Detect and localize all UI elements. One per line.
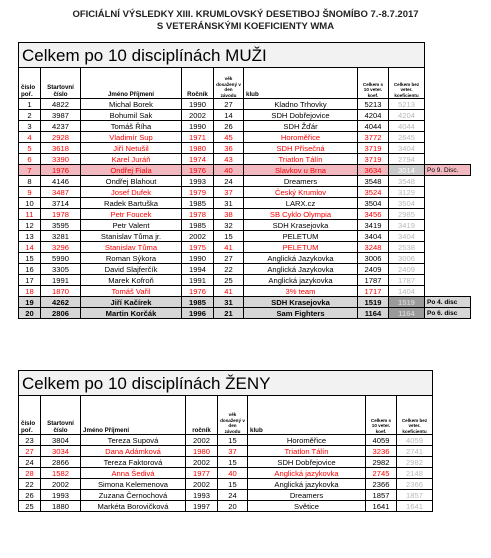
total-with-coef-cell: 3456: [358, 209, 389, 220]
total-with-coef-cell: 3548: [358, 176, 389, 187]
name-cell: Martin Korčák: [81, 308, 182, 319]
row-note-empty: [425, 99, 471, 110]
total-with-coef-cell: 3248: [358, 242, 389, 253]
total-without-coef-cell: 1404: [389, 286, 425, 297]
total-with-coef-cell: 1164: [358, 308, 389, 319]
men-result-row: [19, 176, 471, 187]
rank-cell: 7: [19, 165, 41, 176]
row-note-empty: [425, 264, 471, 275]
total-with-coef-cell: 3719: [358, 143, 389, 154]
club-cell: Triatlon Tálín: [248, 446, 366, 457]
rank-cell: 20: [19, 308, 41, 319]
year-cell: 1997: [186, 501, 218, 512]
year-cell: 1990: [182, 253, 214, 264]
women-header-cell: číslo poř.: [19, 396, 41, 435]
row-note-empty: [425, 275, 471, 286]
women-header-cell: Celkem s 10 veter. koef.: [366, 396, 397, 435]
name-cell: Jiří Netušil: [81, 143, 182, 154]
row-note-empty: [425, 187, 471, 198]
row-note-empty: [425, 132, 471, 143]
name-cell: Stanislav Tůma jr.: [81, 231, 182, 242]
start-number-cell: 2806: [41, 308, 81, 319]
row-note: Po 4. disc: [425, 297, 471, 308]
rank-cell: 2: [19, 110, 41, 121]
rank-cell: 8: [19, 176, 41, 187]
club-cell: SDH Žďár: [244, 121, 358, 132]
age-cell: 31: [214, 297, 244, 308]
rank-cell: 16: [19, 264, 41, 275]
start-number-cell: 3296: [41, 242, 81, 253]
men-result-row: [19, 132, 471, 143]
age-cell: 40: [214, 165, 244, 176]
age-cell: 27: [214, 99, 244, 110]
start-number-cell: 2928: [41, 132, 81, 143]
women-results-table: [18, 370, 433, 512]
start-number-cell: 1870: [41, 286, 81, 297]
total-without-coef-cell: 2148: [397, 468, 433, 479]
total-without-coef-cell: 2645: [389, 132, 425, 143]
rank-cell: 27: [19, 446, 41, 457]
year-cell: 1985: [182, 198, 214, 209]
total-with-coef-cell: 4059: [366, 435, 397, 446]
age-cell: 43: [214, 154, 244, 165]
name-cell: Petr Valent: [81, 220, 182, 231]
year-cell: 2002: [182, 110, 214, 121]
age-cell: 26: [214, 121, 244, 132]
rank-cell: 25: [19, 501, 41, 512]
name-cell: Vladimír Sup: [81, 132, 182, 143]
men-result-row: [19, 253, 471, 264]
men-result-row: [19, 264, 471, 275]
row-note-empty: [425, 154, 471, 165]
age-cell: 38: [214, 209, 244, 220]
age-cell: 41: [214, 242, 244, 253]
year-cell: 1976: [182, 165, 214, 176]
total-with-coef-cell: 3419: [358, 220, 389, 231]
total-without-coef-cell: 2982: [397, 457, 433, 468]
start-number-cell: 4237: [41, 121, 81, 132]
club-cell: SDH Přísečná: [244, 143, 358, 154]
total-without-coef-cell: 2409: [389, 264, 425, 275]
total-without-coef-cell: 4059: [397, 435, 433, 446]
rank-cell: 13: [19, 231, 41, 242]
start-number-cell: 1880: [41, 501, 81, 512]
women-result-row: [19, 501, 433, 512]
rank-cell: 26: [19, 490, 41, 501]
name-cell: Roman Sýkora: [81, 253, 182, 264]
name-cell: Karel Juráň: [81, 154, 182, 165]
total-without-coef-cell: 3404: [389, 143, 425, 154]
rank-cell: 4: [19, 132, 41, 143]
rank-cell: 11: [19, 209, 41, 220]
name-cell: Bohumil Sak: [81, 110, 182, 121]
club-cell: SDH Dobřejovice: [248, 457, 366, 468]
men-header-cell: Ročník: [182, 68, 214, 99]
men-result-row: [19, 198, 471, 209]
row-note-empty: [425, 110, 471, 121]
year-cell: 2002: [186, 457, 218, 468]
year-cell: 1993: [182, 176, 214, 187]
total-without-coef-cell: 3504: [389, 198, 425, 209]
rank-cell: 9: [19, 187, 41, 198]
men-result-row: [19, 154, 471, 165]
year-cell: 2002: [186, 435, 218, 446]
name-cell: Radek Bartuška: [81, 198, 182, 209]
start-number-cell: 4262: [41, 297, 81, 308]
start-number-cell: 3987: [41, 110, 81, 121]
name-cell: Ondřej Blahout: [81, 176, 182, 187]
year-cell: 1976: [182, 286, 214, 297]
total-without-coef-cell: 2794: [389, 154, 425, 165]
rank-cell: 24: [19, 457, 41, 468]
club-cell: Anglická jazykovka: [248, 468, 366, 479]
club-cell: Kladno Trhovky: [244, 99, 358, 110]
total-without-coef-cell: 5213: [389, 99, 425, 110]
name-cell: Ondřej Fiala: [81, 165, 182, 176]
row-note-empty: [425, 209, 471, 220]
start-number-cell: 3034: [41, 446, 81, 457]
total-without-coef-cell: 4044: [389, 121, 425, 132]
men-result-row: [19, 231, 471, 242]
age-cell: 27: [214, 253, 244, 264]
year-cell: 1990: [182, 99, 214, 110]
total-with-coef-cell: 1857: [366, 490, 397, 501]
club-cell: Slavkov u Brna: [244, 165, 358, 176]
total-with-coef-cell: 1519: [358, 297, 389, 308]
women-header-cell: Startovní číslo: [41, 396, 81, 435]
name-cell: Stanislav Tůma: [81, 242, 182, 253]
start-number-cell: 2002: [41, 479, 81, 490]
total-without-coef-cell: 3404: [389, 231, 425, 242]
men-result-row: [19, 165, 471, 176]
year-cell: 1975: [182, 242, 214, 253]
name-cell: Tereza Supová: [81, 435, 186, 446]
name-cell: Tomáš Říha: [81, 121, 182, 132]
men-header-cell: Celkem bez veter. koeficientu: [389, 68, 425, 99]
club-cell: Český Krumlov: [244, 187, 358, 198]
rank-cell: 28: [19, 468, 41, 479]
row-note: Po 9. Disc.: [425, 165, 471, 176]
age-cell: 21: [214, 308, 244, 319]
rank-cell: 5: [19, 143, 41, 154]
age-cell: 20: [218, 501, 248, 512]
total-without-coef-cell: 4204: [389, 110, 425, 121]
age-cell: 24: [218, 490, 248, 501]
total-with-coef-cell: 4204: [358, 110, 389, 121]
row-note-empty: [425, 286, 471, 297]
women-result-row: [19, 490, 433, 501]
men-header-cell: klub: [244, 68, 358, 99]
men-result-row: [19, 143, 471, 154]
men-header-cell: věk dosažený v den závodu: [214, 68, 244, 99]
total-without-coef-cell: 3548: [389, 176, 425, 187]
men-heading: Celkem po 10 disciplínách MUŽI: [19, 43, 425, 68]
name-cell: Marek Kofroň: [81, 275, 182, 286]
year-cell: 1985: [182, 297, 214, 308]
total-with-coef-cell: 3404: [358, 231, 389, 242]
men-result-row: [19, 242, 471, 253]
total-with-coef-cell: 4044: [358, 121, 389, 132]
total-with-coef-cell: 2982: [366, 457, 397, 468]
women-header-cell: ročník: [186, 396, 218, 435]
club-cell: Světice: [248, 501, 366, 512]
women-heading: Celkem po 10 disciplínách ŽENY: [19, 371, 433, 396]
total-with-coef-cell: 3504: [358, 198, 389, 209]
year-cell: 1991: [182, 275, 214, 286]
start-number-cell: 3390: [41, 154, 81, 165]
total-with-coef-cell: 1717: [358, 286, 389, 297]
results-title: OFICIÁLNÍ VÝSLEDKY XIII. KRUMLOVSKÝ DESETIBOJ ŠNOMÍBO 7.-8.7.2017: [72, 9, 419, 20]
start-number-cell: 1993: [41, 490, 81, 501]
rank-cell: 6: [19, 154, 41, 165]
start-number-cell: 3487: [41, 187, 81, 198]
start-number-cell: 2866: [41, 457, 81, 468]
age-cell: 24: [214, 176, 244, 187]
men-result-row: [19, 187, 471, 198]
rank-cell: 3: [19, 121, 41, 132]
year-cell: 1993: [186, 490, 218, 501]
start-number-cell: 3714: [41, 198, 81, 209]
total-with-coef-cell: 1641: [366, 501, 397, 512]
club-cell: PELETUM: [244, 242, 358, 253]
total-without-coef-cell: 2366: [397, 479, 433, 490]
total-without-coef-cell: 1164: [389, 308, 425, 319]
age-cell: 31: [214, 198, 244, 209]
name-cell: Jiří Kačírek: [81, 297, 182, 308]
name-cell: Petr Foucek: [81, 209, 182, 220]
row-note-empty: [425, 176, 471, 187]
rank-cell: 19: [19, 297, 41, 308]
club-cell: PELETUM: [244, 231, 358, 242]
men-header-cell: Startovní číslo: [41, 68, 81, 99]
year-cell: 1996: [182, 308, 214, 319]
start-number-cell: 1991: [41, 275, 81, 286]
total-with-coef-cell: 2409: [358, 264, 389, 275]
row-note-empty: [425, 220, 471, 231]
year-cell: 1980: [186, 446, 218, 457]
age-cell: 15: [214, 231, 244, 242]
name-cell: Zuzana Černochová: [81, 490, 186, 501]
year-cell: 1978: [182, 209, 214, 220]
year-cell: 1974: [182, 154, 214, 165]
club-cell: Anglická Jazykovka: [244, 264, 358, 275]
total-with-coef-cell: 3634: [358, 165, 389, 176]
women-header-cell: Jméno Příjmení: [81, 396, 186, 435]
total-with-coef-cell: 2366: [366, 479, 397, 490]
total-with-coef-cell: 3719: [358, 154, 389, 165]
start-number-cell: 3305: [41, 264, 81, 275]
start-number-cell: 3281: [41, 231, 81, 242]
club-cell: Horoměřice: [244, 132, 358, 143]
total-without-coef-cell: 1787: [389, 275, 425, 286]
total-with-coef-cell: 3236: [366, 446, 397, 457]
total-with-coef-cell: 5213: [358, 99, 389, 110]
start-number-cell: 1582: [41, 468, 81, 479]
total-with-coef-cell: 3006: [358, 253, 389, 264]
age-cell: 37: [214, 187, 244, 198]
rank-cell: 23: [19, 435, 41, 446]
club-cell: 3% team: [244, 286, 358, 297]
age-cell: 15: [218, 457, 248, 468]
start-number-cell: 5990: [41, 253, 81, 264]
name-cell: Tomáš Vařil: [81, 286, 182, 297]
rank-cell: 10: [19, 198, 41, 209]
rank-cell: 14: [19, 242, 41, 253]
year-cell: 2002: [182, 231, 214, 242]
start-number-cell: 1976: [41, 165, 81, 176]
age-cell: 15: [218, 479, 248, 490]
club-cell: Anglická jazykovka: [244, 275, 358, 286]
men-result-row: [19, 275, 471, 286]
row-note: Po 6. disc: [425, 308, 471, 319]
men-header-cell: Jméno Příjmení: [81, 68, 182, 99]
club-cell: Triatlon Tálín: [244, 154, 358, 165]
year-cell: 2002: [186, 479, 218, 490]
year-cell: 1971: [182, 132, 214, 143]
men-result-row: [19, 99, 471, 110]
name-cell: Josef Dufek: [81, 187, 182, 198]
club-cell: Anglická jazykovka: [248, 479, 366, 490]
name-cell: Michal Borek: [81, 99, 182, 110]
club-cell: Anglická Jazykovka: [244, 253, 358, 264]
total-with-coef-cell: 1787: [358, 275, 389, 286]
year-cell: 1990: [182, 121, 214, 132]
total-without-coef-cell: 3419: [389, 220, 425, 231]
club-cell: SDH Krasejovka: [244, 297, 358, 308]
name-cell: Markéta Borovičková: [81, 501, 186, 512]
women-header-cell: věk dosažený v den závodu: [218, 396, 248, 435]
men-results-table: [18, 42, 471, 319]
women-result-row: [19, 479, 433, 490]
year-cell: 1977: [186, 468, 218, 479]
rank-cell: 22: [19, 479, 41, 490]
age-cell: 22: [214, 264, 244, 275]
row-note-empty: [425, 231, 471, 242]
age-cell: 40: [218, 468, 248, 479]
total-with-coef-cell: 3772: [358, 132, 389, 143]
men-result-row: [19, 297, 471, 308]
rank-cell: 17: [19, 275, 41, 286]
total-without-coef-cell: 1519: [389, 297, 425, 308]
name-cell: Anna Šedivá: [81, 468, 186, 479]
women-result-row: [19, 468, 433, 479]
name-cell: Simona Kelemenova: [81, 479, 186, 490]
men-result-row: [19, 308, 471, 319]
club-cell: SDH Krasejovka: [244, 220, 358, 231]
age-cell: 25: [214, 275, 244, 286]
total-without-coef-cell: 1641: [397, 501, 433, 512]
rank-cell: 15: [19, 253, 41, 264]
total-without-coef-cell: 2985: [389, 209, 425, 220]
start-number-cell: 3618: [41, 143, 81, 154]
start-number-cell: 3595: [41, 220, 81, 231]
club-cell: Sam Fighters: [244, 308, 358, 319]
rank-cell: 18: [19, 286, 41, 297]
year-cell: 1979: [182, 187, 214, 198]
women-result-row: [19, 435, 433, 446]
row-note-empty: [425, 198, 471, 209]
results-subtitle: S VETERÁNSKÝMI KOEFICIENTY WMA: [156, 21, 335, 32]
name-cell: Dana Adámková: [81, 446, 186, 457]
name-cell: Tereza Faktorová: [81, 457, 186, 468]
club-cell: Horoměřice: [248, 435, 366, 446]
year-cell: 1994: [182, 264, 214, 275]
men-result-row: [19, 209, 471, 220]
start-number-cell: 4822: [41, 99, 81, 110]
men-header-cell: Celkem s 10 veter. koef.: [358, 68, 389, 99]
women-result-row: [19, 457, 433, 468]
start-number-cell: 4146: [41, 176, 81, 187]
club-cell: Dreamers: [248, 490, 366, 501]
age-cell: 14: [214, 110, 244, 121]
total-without-coef-cell: 3006: [389, 253, 425, 264]
row-note-empty: [425, 242, 471, 253]
men-result-row: [19, 121, 471, 132]
total-with-coef-cell: 2745: [366, 468, 397, 479]
total-without-coef-cell: 3014: [389, 165, 425, 176]
women-result-row: [19, 446, 433, 457]
rank-cell: 1: [19, 99, 41, 110]
row-note-empty: [425, 143, 471, 154]
row-note-empty: [425, 253, 471, 264]
age-cell: 32: [214, 220, 244, 231]
start-number-cell: 1978: [41, 209, 81, 220]
name-cell: David Slajferčík: [81, 264, 182, 275]
rank-cell: 12: [19, 220, 41, 231]
total-with-coef-cell: 3524: [358, 187, 389, 198]
year-cell: 1980: [182, 143, 214, 154]
year-cell: 1985: [182, 220, 214, 231]
men-result-row: [19, 220, 471, 231]
row-note-empty: [425, 121, 471, 132]
total-without-coef-cell: 2741: [397, 446, 433, 457]
men-header-cell: číslo poř.: [19, 68, 41, 99]
total-without-coef-cell: 3129: [389, 187, 425, 198]
club-cell: SB Cyklo Olympia: [244, 209, 358, 220]
age-cell: 41: [214, 286, 244, 297]
women-header-cell: Celkem bez veter. koeficientu: [397, 396, 433, 435]
age-cell: 15: [218, 435, 248, 446]
total-without-coef-cell: 1857: [397, 490, 433, 501]
start-number-cell: 3804: [41, 435, 81, 446]
age-cell: 37: [218, 446, 248, 457]
total-without-coef-cell: 2538: [389, 242, 425, 253]
age-cell: 45: [214, 132, 244, 143]
club-cell: SDH Dobřejovice: [244, 110, 358, 121]
age-cell: 36: [214, 143, 244, 154]
men-result-row: [19, 286, 471, 297]
club-cell: LARX.cz: [244, 198, 358, 209]
club-cell: Dreamers: [244, 176, 358, 187]
women-header-cell: klub: [248, 396, 366, 435]
men-result-row: [19, 110, 471, 121]
